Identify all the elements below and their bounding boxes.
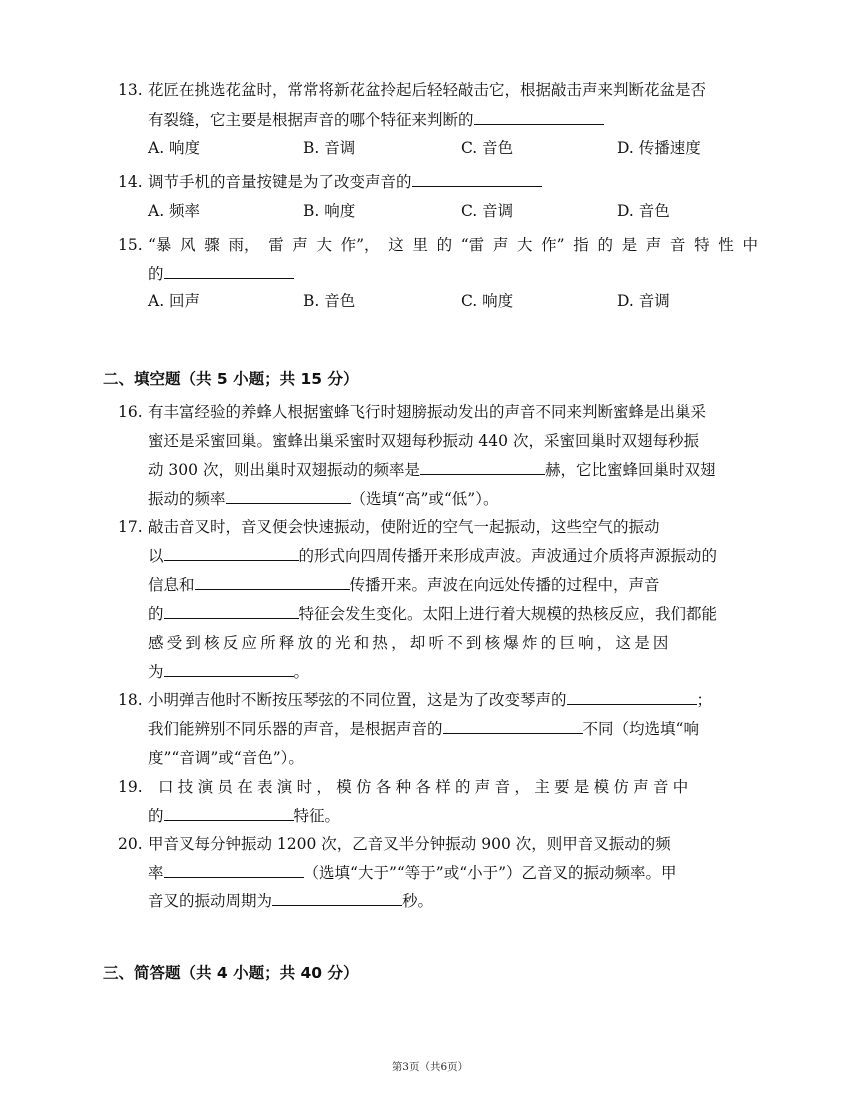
q14-option-a: A. 频率 <box>148 202 201 220</box>
q13-number: 13. <box>118 81 143 99</box>
q17-line2: 以 的形式向四周传播开来形成声波。声波通过介质将声源振动的 <box>148 547 718 565</box>
section-3-title: 三、简答题（共 4 小题；共 40 分） <box>103 964 359 982</box>
q15-option-d: D. 音调 <box>617 292 670 310</box>
q20-line1: 甲音叉每分钟振动 1200 次，乙音叉半分钟振动 900 次，则甲音叉振动的频 <box>148 835 671 853</box>
q15-option-a: A. 回声 <box>148 292 201 310</box>
answer-blank[interactable] <box>420 460 545 475</box>
q14-option-b: B. 响度 <box>303 202 356 220</box>
q15-option-c: C. 响度 <box>461 292 514 310</box>
q17-line3: 信息和 传播开来。声波在向远处传播的过程中，声音 <box>148 576 660 594</box>
q15-option-b: B. 音色 <box>303 292 356 310</box>
answer-blank[interactable] <box>164 662 294 677</box>
q19-line1: 口技演员在表演时，模仿各种各样的声音，主要是模仿声音中 <box>158 778 693 796</box>
q19-number: 19. <box>118 778 143 796</box>
q20-line2: 率 （选填“大于”“等于”或“小于”）乙音叉的振动频率。甲 <box>148 864 677 882</box>
q18-number: 18. <box>118 691 143 709</box>
q17-line6: 为 。 <box>148 663 310 681</box>
q18-line3: 度”“音调”或“音色”）。 <box>148 749 304 767</box>
answer-blank[interactable] <box>272 891 402 906</box>
q13-line2: 有裂缝，它主要是根据声音的哪个特征来判断的 <box>148 110 604 130</box>
q15-line1: “暴 风 骤 雨， 雷 声 大 作”， 这 里 的 “雷 声 大 作” 指 的 是 声 音 特 性 中 <box>148 236 758 254</box>
q13-option-a: A. 响度 <box>148 139 201 157</box>
answer-blank[interactable] <box>195 575 350 590</box>
q18-line2: 我们能辨别不同乐器的声音，是根据声音的 不同（均选填“响 <box>148 720 699 738</box>
section-2-title: 二、填空题（共 5 小题；共 15 分） <box>103 370 359 388</box>
q16-line1: 有丰富经验的养蜂人根据蜜蜂飞行时翅膀振动发出的声音不同来判断蜜蜂是出巢采 <box>148 403 707 421</box>
q16-line3: 动 300 次，则出巢时双翅振动的频率是 赫，它比蜜蜂回巢时双翅 <box>148 461 716 479</box>
q18-line1: 小明弹吉他时不断按压琴弦的不同位置，这是为了改变琴声的 ； <box>148 691 713 709</box>
q17-line4: 的 特征会发生变化。太阳上进行着大规模的热核反应，我们都能 <box>148 605 718 623</box>
answer-blank[interactable] <box>567 690 697 705</box>
q13-line1: 花匠在挑选花盆时，常常将新花盆拎起后轻轻敲击它，根据敲击声来判断花盆是否 <box>148 81 707 99</box>
answer-blank[interactable] <box>443 719 583 734</box>
q16-line2: 蜜还是采蜜回巢。蜜蜂出巢采蜜时双翅每秒振动 440 次，采蜜回巢时双翅每秒振 <box>148 432 699 450</box>
answer-blank[interactable] <box>164 604 299 619</box>
q17-number: 17. <box>118 518 143 536</box>
q15-line2: 的 <box>148 264 294 284</box>
q20-line3: 音叉的振动周期为 秒。 <box>148 892 434 910</box>
answer-blank[interactable] <box>164 863 304 878</box>
q13-option-b: B. 音调 <box>303 139 356 157</box>
q17-line5: 感受到核反应所释放的光和热，却听不到核爆炸的巨响，这是因 <box>148 634 672 652</box>
answer-blank[interactable] <box>412 172 542 187</box>
q14-option-c: C. 音调 <box>461 202 514 220</box>
answer-blank[interactable] <box>226 489 351 504</box>
q19-line2: 的 特征。 <box>148 807 341 825</box>
q20-number: 20. <box>118 835 143 853</box>
q14-option-d: D. 音色 <box>617 202 670 220</box>
page-footer: 第3页（共6页） <box>391 1061 469 1073</box>
answer-blank[interactable] <box>164 546 299 561</box>
q17-line1: 敲击音叉时，音叉便会快速振动，使附近的空气一起振动，这些空气的振动 <box>148 518 660 536</box>
answer-blank[interactable] <box>164 806 294 821</box>
q16-line4: 振动的频率 （选填“高”或“低”）。 <box>148 490 499 508</box>
q15-number: 15. <box>118 236 143 254</box>
q16-number: 16. <box>118 403 143 421</box>
answer-blank[interactable] <box>474 110 604 125</box>
answer-blank[interactable] <box>164 264 294 279</box>
q13-option-d: D. 传播速度 <box>617 139 701 157</box>
q14-number: 14. <box>118 173 143 191</box>
q14-line1: 调节手机的音量按键是为了改变声音的 <box>148 172 542 192</box>
q13-option-c: C. 音色 <box>461 139 514 157</box>
